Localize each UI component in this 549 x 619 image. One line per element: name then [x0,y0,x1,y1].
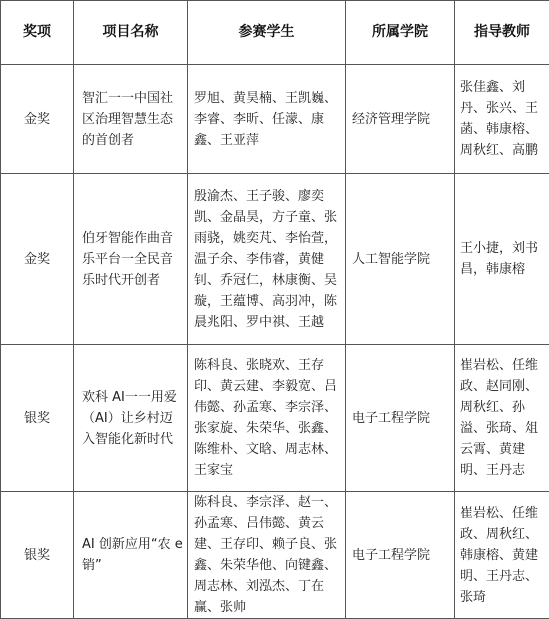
teacher-cell [455,65,549,174]
table-row [1,65,549,174]
project-name-cell [74,492,188,619]
student-names: 罗旭、黄昊楠、王凯巍、李睿、李昕、任濛、康鑫、王亚萍 [194,88,342,151]
teacher-names: 张佳鑫、刘丹、张兴、王菡、韩康榕、周秋红、高鹏 [460,77,546,161]
header-project: 项目名称 [74,1,188,65]
project-name-cell [74,174,188,345]
award-cell: 金奖 [1,174,74,345]
award-cell: 金奖 [1,65,74,174]
table-row [1,174,549,345]
project-name-cell [74,345,188,492]
award-cell: 银奖 [1,345,74,492]
project-name: 伯牙智能作曲音乐平台一全民音乐时代开创者 [82,228,183,291]
student-names: 殷渝杰、王子骏、廖奕凯、金晶昊，方子童、张雨骁，姚奕芃、李怡萱，温子余、李伟睿，黄健钊、乔冠仁，林康衡、吴璇，王蕴博、高羽冲，陈晨兆阳、罗中祺、王越 [194,186,342,333]
college-cell: 经济管理学院 [346,65,455,174]
teacher-cell [455,174,549,345]
header-college: 所属学院 [346,1,455,65]
college-cell: 人工智能学院 [346,174,455,345]
students-cell [188,492,346,619]
header-row [1,1,549,65]
student-names: 陈科良、张晓欢、王存印、黄云建、李毅宽、吕伟懿、孙孟寒、李宗泽、张家旋、朱荣华、张鑫、陈维朴、文晗、周志林、王家宝 [194,355,342,481]
header-teacher: 指导教师 [455,1,549,65]
header-students: 参赛学生 [188,1,346,65]
teacher-cell [455,345,549,492]
college-cell: 电子工程学院 [346,492,455,619]
student-names: 陈科良、李宗泽、赵一、孙孟寒、吕伟懿、黄云建、王存印、赖子良、张鑫、朱荣华他、向键鑫、周志林、刘泓杰、丁在赢、张帅 [194,492,342,618]
award-cell: 银奖 [1,492,74,619]
project-name: AI 创新应用“农 e 销” [82,534,183,576]
header-award: 奖项 [1,1,74,65]
teacher-names: 崔岩松、任维政、赵同刚、周秋红、孙溢、张琦、俎云霄、黄建明、王丹志 [460,355,546,481]
college-cell: 电子工程学院 [346,345,455,492]
students-cell [188,345,346,492]
teacher-cell [455,492,549,619]
teacher-names: 王小捷，刘书昌，韩康榕 [460,238,546,280]
project-name: 欢科 AI一一用爱（AI）让乡村迈入智能化新时代 [82,387,183,450]
students-cell [188,174,346,345]
project-name-cell [74,65,188,174]
table-row [1,492,549,619]
table-row [1,345,549,492]
teacher-names: 崔岩松、任维政、周秋红、韩康榕、黄建明、王丹志、张琦 [460,503,546,608]
students-cell [188,65,346,174]
project-name: 智汇一一中国社区治理智慧生态的首创者 [82,88,183,151]
